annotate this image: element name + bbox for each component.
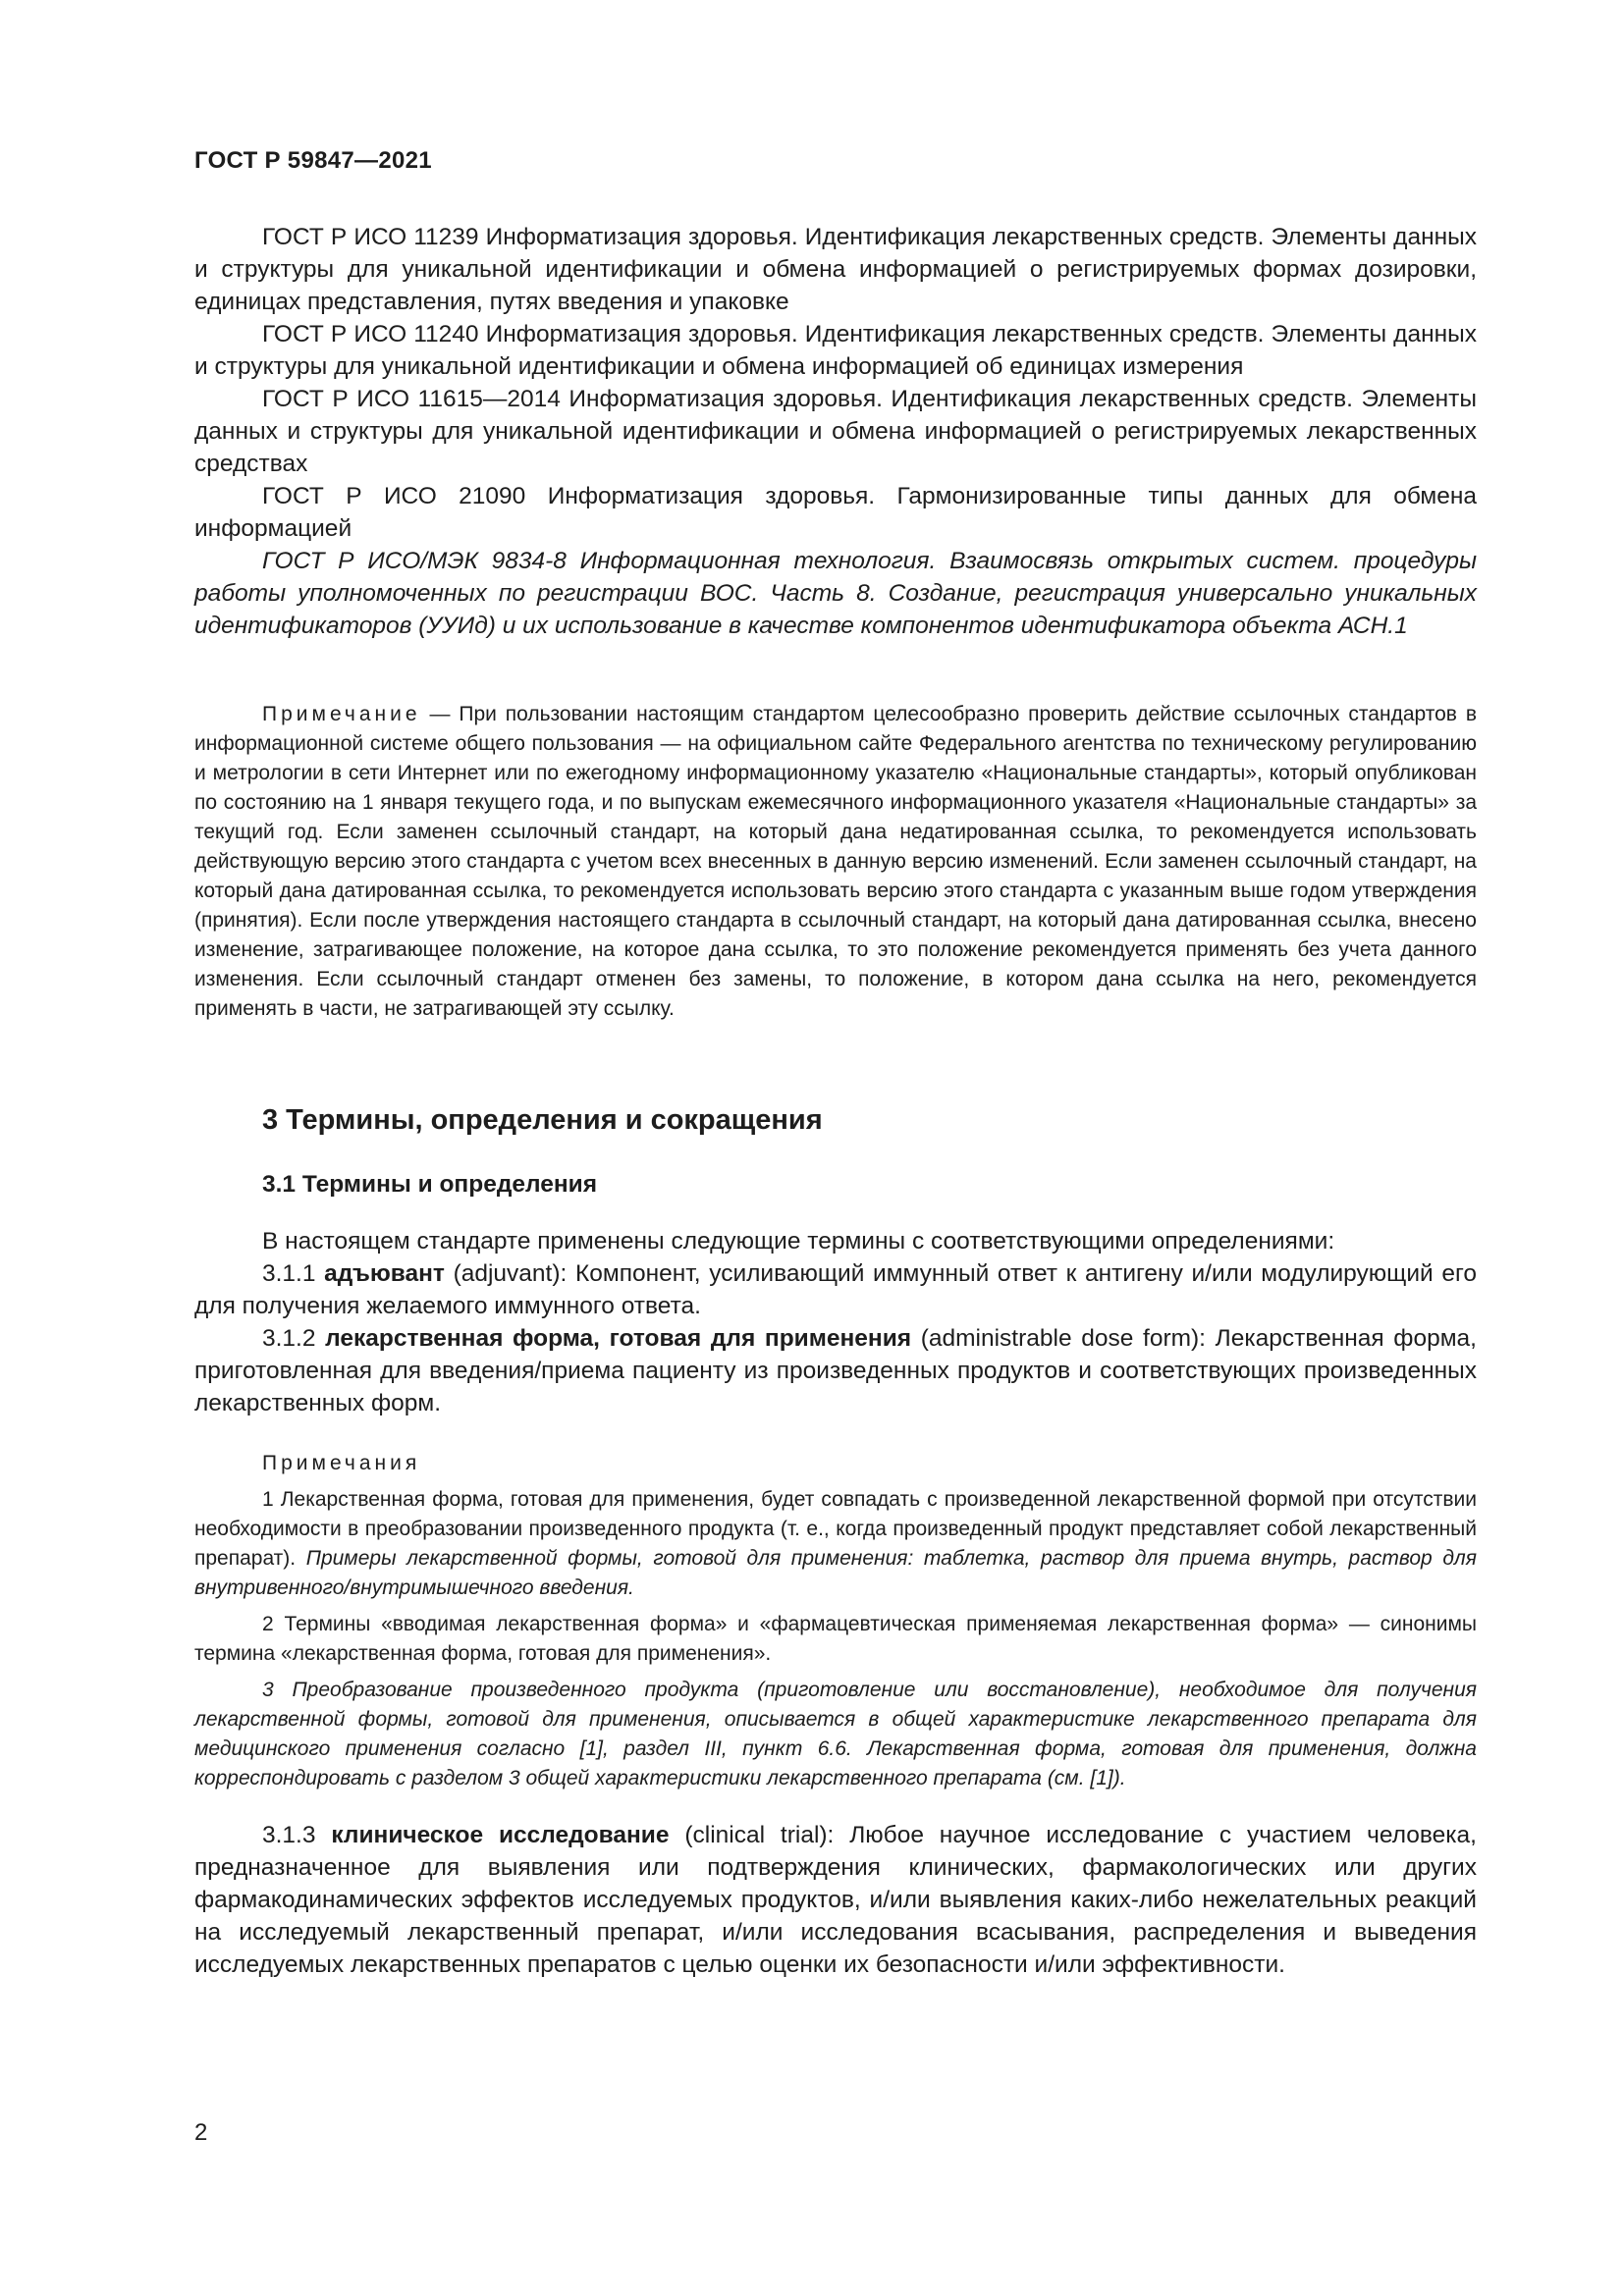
term-3-1-1 [194,1257,1477,1322]
reference-item: ГОСТ Р ИСО 11615—2014 Информатизация здоровья. Идентификация лекарственных средств. Элементы данных и структуры для уникальной идентификации и обмена информацией о регистрируемых лекарственных средствах [194,386,1477,477]
term-3-1-3 [194,1819,1477,1981]
term-number: 3.1.1 [262,1260,325,1287]
reference-item: ГОСТ Р ИСО/МЭК 9834-8 Информационная технология. Взаимосвязь открытых систем. процедуры работы уполномоченных по регистрации ВОС. Часть 8. Создание, регистрация универсально уникальных идентификаторов (УУИд) и их использование в качестве компонентов идентификатора объекта АСН.1 [194,548,1477,639]
term-name: адъювант [324,1260,445,1287]
note-text: — При пользовании настоящим стандартом целесообразно проверить действие ссылочных стандартов в информационной системе общего пользования — на официальном сайте Федерального агентства по техническому регулированию и метрологии в сети Интернет или по ежегодному информационному указателю «Национальные стандарты», который опубликован по состоянию на 1 января текущего года, и по выпускам ежемесячного информационного указателя «Национальные стандарты» за текущий год. Если заменен ссылочный стандарт, на который дана недатированная ссылка, то рекомендуется использовать действующую версию этого стандарта с учетом всех внесенных в данную версию изменений. Если заменен ссылочный стандарт, на который дана датированная ссылка, то рекомендуется использовать версию этого стандарта с указанным выше годом утверждения (принятия). Если после утверждения настоящего стандарта в ссылочный стандарт, на который дана датированная ссылка, внесено изменение, затрагивающее положение, на которое дана ссылка, то это положение рекомендуется применять без учета данного изменения. Если ссылочный стандарт отменен без замены, то положение, в котором дана ссылка на него, рекомендуется применять в части, не затрагивающей эту ссылку. [194,703,1477,1020]
note-item-3: 3 Преобразование произведенного продукта (приготовление или восстановление), необходимое для получения лекарственной формы, готовой для применения, описывается в общей характеристике лекарственного препарата для медицинского применения согласно [1], раздел III, пункт 6.6. Лекарственная форма, готовая для применения, должна корреспондировать с разделом 3 общей характеристики лекарственного препарата (см. [1]). [194,1679,1477,1789]
subsection-title: 3.1 Термины и определения [262,1171,598,1198]
reference-item: ГОСТ Р ИСО 11239 Информатизация здоровья. Идентификация лекарственных средств. Элементы данных и структуры для уникальной идентификации и обмена информацией о регистрируемых формах дозировки, единицах представления, путях введения и упаковке [194,224,1477,315]
terms-intro: В настоящем стандарте применены следующие термины с соответствующими определениями: [262,1228,1335,1255]
term-definition: (adjuvant): Компонент, усиливающий иммунный ответ к антигену и/или модулирующий его для получения желаемого иммунного ответа. [194,1260,1477,1319]
note-label: Примечание [262,703,421,725]
notes-label-line [194,1449,1477,1478]
term-name: клиническое исследование [331,1822,670,1848]
term-definition: (clinical trial): Любое научное исследование с участием человека, предназначенное для выявления или подтверждения клинических, фармакологических или других фармакодинамических эффектов исследуемых продуктов, и/или выявления каких-либо нежелательных реакций на исследуемый лекарственный препарат, и/или исследования всасывания, распределения и выведения исследуемых лекарственных препаратов с целью оценки их безопасности и/или эффективности. [194,1822,1477,1978]
page-number: 2 [194,2119,208,2146]
term-notes-block [194,1449,1477,1793]
term-number: 3.1.3 [262,1822,332,1848]
term-definition: (administrable dose form): Лекарственная форма, приготовленная для введения/приема пациенту из произведенных продуктов и соответствующих произведенных лекарственных форм. [194,1325,1477,1416]
note-item-2: 2 Термины «вводимая лекарственная форма» и «фармацевтическая применяемая лекарственная форма» — синонимы термина «лекарственная форма, готовая для применения». [194,1613,1477,1665]
note-block [194,700,1477,1024]
document-header: ГОСТ Р 59847—2021 [194,147,432,174]
references-list [194,221,1477,642]
term-name: лекарственная форма, готовая для применения [325,1325,912,1352]
term-3-1-2 [194,1322,1477,1419]
note-item-text: 1 Лекарственная форма, готовая для применения, будет совпадать с произведенной лекарственной формой при отсутствии необходимости в преобразовании произведенного продукта (т. е., когда произведенный продукт представляет собой лекарственный препарат). [194,1488,1477,1570]
terms-block [194,1225,1477,1419]
note-item-1 [194,1485,1477,1603]
reference-item: ГОСТ Р ИСО 21090 Информатизация здоровья. Гармонизированные типы данных для обмена информацией [194,483,1477,542]
note-item-example: Примеры лекарственной формы, готовой для применения: таблетка, раствор для приема внутрь, раствор для внутривенного/внутримышечного введения. [194,1547,1477,1599]
notes-label: Примечания [262,1452,421,1474]
terms-block-continued [194,1819,1477,1981]
note-paragraph [194,700,1477,1024]
section-title: 3 Термины, определения и сокращения [262,1104,823,1136]
term-number: 3.1.2 [262,1325,326,1352]
reference-item: ГОСТ Р ИСО 11240 Информатизация здоровья. Идентификация лекарственных средств. Элементы данных и структуры для уникальной идентификации и обмена информацией об единицах измерения [194,321,1477,380]
